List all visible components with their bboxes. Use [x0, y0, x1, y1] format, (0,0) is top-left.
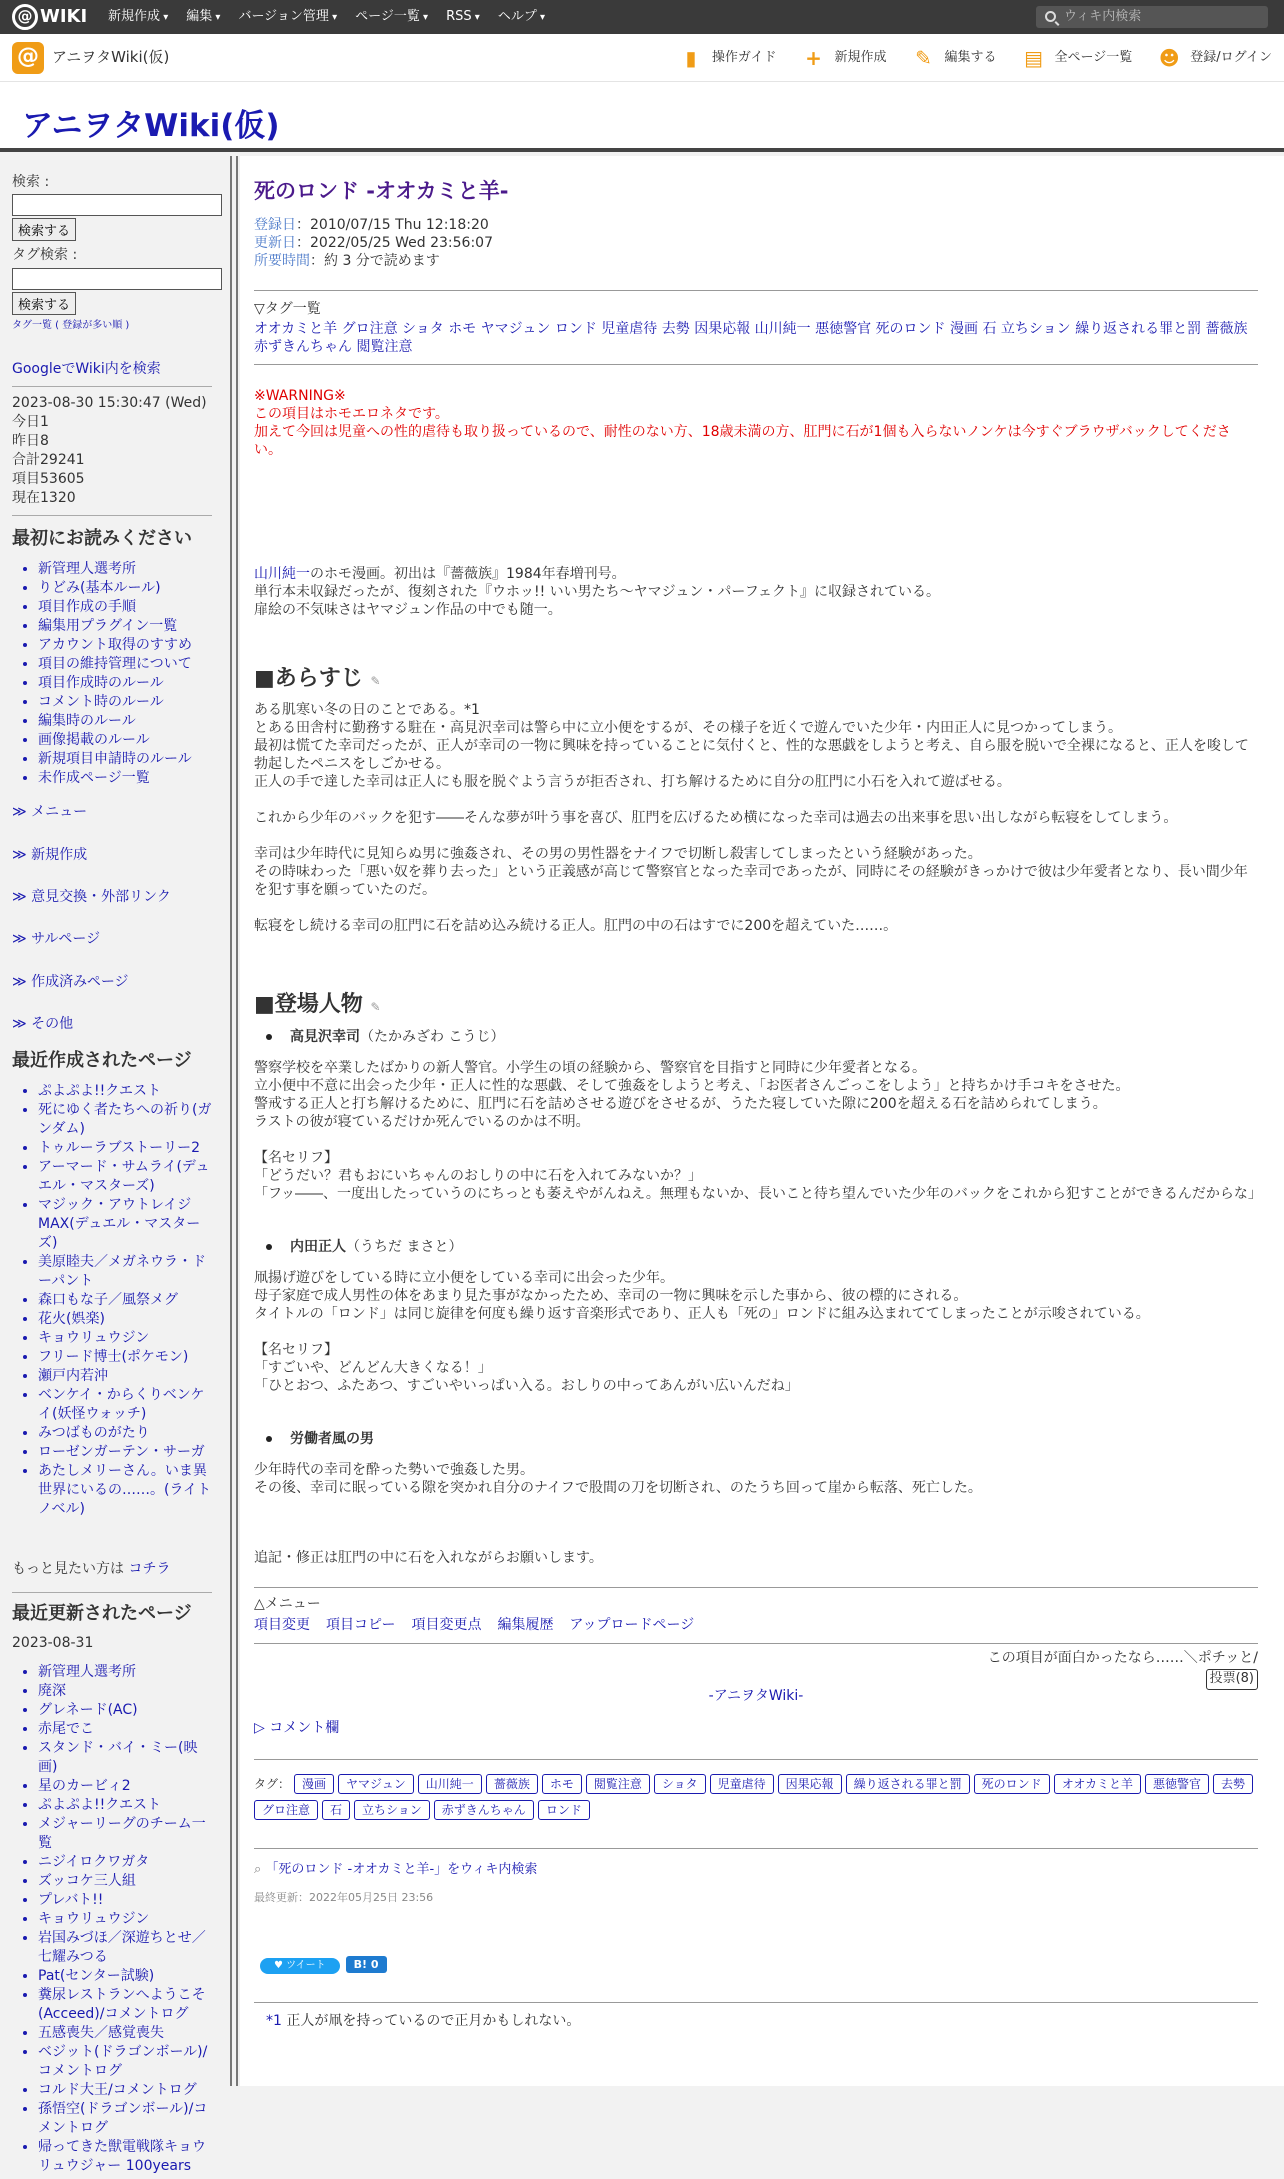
column-divider — [230, 156, 238, 2086]
read-time-value: ：約 3 分で読めます — [310, 253, 440, 270]
more-link[interactable]: コチラ — [128, 1561, 171, 1578]
updated-page-link[interactable]: • ぷよぷよ!!クエスト — [38, 1796, 212, 1815]
vote-button[interactable]: 投票(8) — [1206, 1669, 1258, 1690]
character-line: 「すごいや、どんどん大きくなる！」 — [254, 1360, 492, 1377]
wiki-name-link[interactable]: -アニヲタWiki- — [708, 1688, 804, 1705]
top-bar — [0, 0, 1284, 34]
stat-line: 現在1320 — [12, 490, 76, 507]
tweet-label: ツイート — [286, 1959, 326, 1971]
character-line: タイトルの「ロンド」は同じ旋律を何度も繰り返す音楽形式であり、正人も「死の」ロンドに組み込まれててしまったことが示唆されている。 — [254, 1306, 1150, 1323]
tag-button[interactable]: 児童虐待 — [710, 1774, 774, 1794]
wiki-search-link[interactable]: 「死のロンド -オオカミと羊-」をウィキ内検索 — [265, 1861, 538, 1877]
at-logo-icon: @ — [12, 4, 38, 30]
recent-page-link[interactable]: • ぷよぷよ!!クエスト — [38, 1082, 212, 1101]
divider — [254, 2002, 1258, 2003]
pencil-icon: ✎ — [915, 45, 932, 70]
top-menu — [108, 8, 545, 27]
character-line: 凧揚げ遊びをしている時に立小便をしている幸司に出会った少年。 — [254, 1270, 674, 1287]
new-page-button[interactable] — [802, 44, 886, 73]
tag-button[interactable]: 漫画 — [294, 1774, 334, 1794]
sub-bar — [0, 34, 1284, 82]
sidebar-nav-toggle[interactable]: ≫ 作成済みページ — [12, 973, 129, 990]
upd-date-value: ：2022/05/25 Wed 23:56:07 — [296, 235, 493, 252]
document-icon: ▤ — [1024, 45, 1043, 70]
more-text: もっと見たい方は — [12, 1561, 129, 1578]
character-line: 警戒する正人と打ち解けるために、肛門に石を詰めさせる遊びをさせるが、うたた寝していた隙に200を超える石を詰められてしまう。 — [254, 1095, 1107, 1112]
tag-list-link[interactable]: タグ一覧 ( 登録が多い順 ) — [12, 319, 130, 331]
tag-button[interactable]: 山川純一 — [418, 1774, 482, 1794]
side-search-input[interactable] — [12, 194, 222, 216]
character-2-body — [254, 1269, 1258, 1395]
character-line: 【名セリフ】 — [254, 1342, 338, 1359]
tag-button[interactable]: ヤマジュン — [338, 1774, 414, 1794]
divider — [254, 1587, 1258, 1588]
character-line: 「どうだい？君もおにいちゃんのおしりの中に石を入れてみないか？」 — [254, 1167, 702, 1184]
updated-page-link[interactable]: • 孫悟空(ドラゴンボール)/コメントログ — [38, 2100, 212, 2138]
intro-line3: 扉絵の不気味さはヤマジュン作品の中でも随一。 — [254, 601, 562, 618]
updated-page-link[interactable]: • ニジイロクワガタ — [38, 1853, 212, 1872]
tag-button[interactable]: 死のロンド — [974, 1774, 1050, 1794]
tag-search-input[interactable] — [12, 268, 222, 290]
tag-button[interactable]: 因果応報 — [778, 1774, 842, 1794]
character-1-name: 高見沢幸司 — [290, 1028, 360, 1045]
updated-page-link[interactable]: • 五感喪失／感覚喪失 — [38, 2024, 212, 2043]
page-menu-link[interactable]: 編集履歴 — [497, 1616, 554, 1633]
sidebar — [0, 156, 224, 2179]
divider — [12, 1592, 212, 1593]
sidebar-link[interactable]: • 項目作成時のルール — [38, 674, 212, 693]
recent-updated-heading: 最近更新されたページ — [12, 1602, 192, 1624]
sidebar-link[interactable]: • 画像掲載のルール — [38, 731, 212, 750]
updated-page-link[interactable]: • 廃深 — [38, 1682, 212, 1701]
synopsis-line — [254, 899, 1258, 917]
sidebar-nav-toggle[interactable]: ≫ メニュー — [12, 804, 88, 821]
closing-text: 追記・修正は肛門の中に石を入れながらお願いします。 — [254, 1550, 603, 1567]
character-1-body — [254, 1059, 1262, 1203]
tag-button[interactable]: ロンド — [538, 1800, 590, 1820]
character-3-name: 労働者風の男 — [290, 1431, 374, 1448]
vote-prompt: この項目が面白かったなら……＼ポチッと/ — [987, 1650, 1258, 1666]
action-bar — [680, 34, 1272, 82]
synopsis-line: 正人の手で達した幸司は正人にも服を脱ぐよう言うが拒否され、打ち解けるために自分の肛門に小石を入れて遊ばせる。 — [254, 773, 1011, 790]
divider — [254, 1759, 1258, 1760]
updated-page-link[interactable]: • Pat(センター試験) — [38, 1967, 212, 1986]
recent-page-link[interactable]: • みつばものがたり — [38, 1424, 212, 1443]
intro-line1: のホモ漫画。初出は『薔薇族』1984年春増刊号。 — [310, 565, 626, 582]
read-first-heading: 最初にお読みください — [12, 528, 192, 550]
sidebar-link[interactable]: • 新管理人選考所 — [38, 560, 212, 579]
synopsis-line: これから少年のバックを犯す――そんな夢が叶う事を喜び、肛門を広げるため横になった幸司は過去の出来事を思い出しながら転寝をしてしまう。 — [254, 809, 1178, 826]
tag-button[interactable]: 立ちション — [354, 1800, 430, 1820]
character-line — [254, 1323, 1258, 1341]
synopsis-title: ■あらすじ — [254, 665, 363, 691]
synopsis-line: その時味わった「悪い奴を葬り去った」という正義感が高じて警察官となった幸司であったが、同時にその経験がきっかけで彼は少年愛者となり、長い間少年を犯す事を願っていたのだ。 — [254, 863, 1248, 898]
character-line: 「フッ――、一度出したっていうのにちっとも萎えやがんねえ。無理もないか、長いこと待ち望んでいた少年のバックをこれから犯すことができるんだからな」 — [254, 1185, 1262, 1202]
recent-page-link[interactable]: • 森口もな子／風祭メグ — [38, 1291, 212, 1310]
recent-page-link[interactable]: • 花火(娯楽) — [38, 1310, 212, 1329]
recent-page-link[interactable]: • トゥルーラブストーリー2 — [38, 1139, 212, 1158]
sidebar-link[interactable]: • 新規項目申請時のルール — [38, 750, 212, 769]
hatena-icon: B! — [353, 1957, 368, 1971]
updated-page-link[interactable]: • ズッコケ三人組 — [38, 1872, 212, 1891]
read-time-key: 所要時間 — [254, 253, 310, 270]
recent-created-heading: 最近作成されたページ — [12, 1050, 192, 1072]
character-line: 【名セリフ】 — [254, 1149, 338, 1166]
sidebar-nav-toggle[interactable]: ≫ その他 — [12, 1015, 74, 1032]
menu-rss[interactable]: RSS ▾ — [446, 8, 480, 27]
divider — [254, 1643, 1258, 1644]
page-menu-link[interactable]: アップロードページ — [569, 1616, 695, 1633]
character-line: 母子家庭で成人男性の体をあまり見た事がなかったため、幸司の一物に興味を示した事から、彼の標的にされる。 — [254, 1288, 968, 1305]
page-menu-links — [254, 1615, 1258, 1635]
divider — [254, 364, 1258, 365]
updated-page-link[interactable]: • 星のカービィ2 — [38, 1777, 212, 1796]
tag-button[interactable]: ホモ — [542, 1774, 582, 1794]
synopsis-body — [254, 701, 1258, 935]
tag-buttons — [254, 1774, 1258, 1826]
banner-title[interactable]: アニヲタWiki(仮) — [22, 108, 280, 144]
tag-list-links[interactable]: オオカミと羊 グロ注意 ショタ ホモ ヤマジュン ロンド 児童虐待 去勢 因果応報 山川純一 悪徳警官 死のロンド 漫画 石 立ちション 繰り返される罪と罰 薔薇族 赤ずきんちゃん 閲覧注意 — [254, 320, 1248, 355]
stat-line: 合計29241 — [12, 452, 85, 469]
updated-page-link[interactable]: • グレネード(AC) — [38, 1701, 212, 1720]
all-pages-label: 全ページ一覧 — [1054, 49, 1133, 65]
read-first-list — [12, 560, 212, 788]
recent-page-link[interactable]: • 瀬戸内若沖 — [38, 1367, 212, 1386]
page-title: 死のロンド -オオカミと羊- — [254, 179, 509, 203]
updated-page-link[interactable]: • 岩国みづほ／深遊ちとせ／七耀みつる — [38, 1929, 212, 1967]
tag-button[interactable]: 閲覧注意 — [586, 1774, 650, 1794]
recent-page-link[interactable]: • あたしメリーさん。いま異世界にいるの……。(ライトノベル) — [38, 1462, 212, 1519]
character-line — [254, 1131, 1258, 1149]
wiki-logo[interactable] — [0, 4, 98, 30]
sidebar-nav-toggle[interactable]: ≫ 意見交換・外部リンク — [12, 889, 171, 906]
stat-line: 今日1 — [12, 414, 49, 431]
tweet-button[interactable] — [260, 1958, 340, 1975]
page-menu-link[interactable]: 項目コピー — [326, 1616, 396, 1633]
synopsis-line: 幸司は少年時代に見知らぬ男に強姦され、その男の男性器をナイフで切断し殺害してしまったという経験があった。 — [254, 845, 982, 862]
divider — [12, 515, 212, 516]
google-search-link[interactable]: GoogleでWiki内を検索 — [12, 361, 161, 378]
site-logo-icon: @ — [12, 42, 44, 74]
synopsis-line: 最初は慌てた幸司だったが、正人が幸司の一物に興味を持っていることに気付くと、性的な悪戯をしようと考え、自ら服を脱いで全裸になると、正人を唆して勃起したペニスをしごかせる。 — [254, 737, 1249, 772]
divider — [12, 386, 212, 387]
tag-button[interactable]: ショタ — [654, 1774, 706, 1794]
site-banner — [0, 82, 1284, 152]
menu-help[interactable]: ヘルプ ▾ — [498, 8, 545, 27]
tag-button[interactable]: オオカミと羊 — [1054, 1774, 1141, 1794]
character-line: その後、幸司に眠っている隙を突かれ自分のナイフで股間の刀を切断され、のたうち回って崖から転落、死亡した。 — [254, 1480, 982, 1497]
hatena-count: 0 — [370, 1957, 379, 1971]
character-line: 少年時代の幸司を酔った勢いで強姦した男。 — [254, 1462, 534, 1479]
synopsis-line: 転寝をし続ける幸司の肛門に石を詰め込み続ける正人。肛門の中の石はすでに200を超えていた……。 — [254, 917, 898, 934]
sidebar-link[interactable]: • 編集用プラグイン一覧 — [38, 617, 212, 636]
character-2-name: 内田正人 — [290, 1238, 346, 1255]
updated-page-link[interactable]: • 帰ってきた獣電戦隊キョウリュウジャー 100years — [38, 2138, 212, 2176]
recent-page-link[interactable]: • ベンケイ・からくりベンケイ(妖怪ウォッチ) — [38, 1386, 212, 1424]
tag-button[interactable]: 石 — [322, 1800, 350, 1820]
warning-title: ※WARNING※ — [254, 387, 346, 404]
updated-page-link[interactable]: • スタンド・バイ・ミー(映画) — [38, 1739, 212, 1777]
updated-page-link[interactable]: • 赤尾でこ — [38, 1720, 212, 1739]
last-update: 最終更新：2022年05月25日 23:56 — [254, 1890, 434, 1904]
intro-line2: 単行本未収録だったが、復刻された『ウホッ!! いい男たち～ヤマジュン・パーフェクト』に収録されている。 — [254, 583, 940, 600]
hatena-bookmark-button[interactable] — [346, 1956, 387, 1974]
recent-page-link[interactable]: • 死にゆく者たちへの祈り(ガンダム) — [38, 1101, 212, 1139]
stat-line: 項目53605 — [12, 471, 85, 488]
reg-date-value: ：2010/07/15 Thu 12:18:20 — [296, 217, 489, 234]
character-line: ラストの彼が寝ているだけか死んでいるのかは不明。 — [254, 1113, 590, 1130]
plus-icon: + — [805, 45, 822, 70]
sidebar-link[interactable]: • 編集時のルール — [38, 712, 212, 731]
search-placeholder: ウィキ内検索 — [1064, 9, 1142, 24]
tag-search-label: タグ検索 : — [12, 247, 78, 264]
updated-page-link[interactable]: • 糞尿レストランへようこそ(Acceed)/コメントログ — [38, 1986, 212, 2024]
footnote-mark[interactable]: *1 — [266, 2013, 282, 2030]
character-line: 「ひとおつ、ふたあつ、すごいやいっぱい入る。おしりの中ってあんがい広いんだね」 — [254, 1378, 799, 1395]
character-3-heading — [266, 1429, 1258, 1449]
search-icon — [1045, 11, 1056, 22]
menu-heading[interactable]: △メニュー — [254, 1596, 321, 1613]
tag-list-heading[interactable]: ▽タグ一覧 — [254, 301, 321, 318]
more-link-row — [12, 1559, 212, 1579]
menu-edit[interactable]: 編集 ▾ — [186, 8, 220, 27]
characters-title: ■登場人物 — [254, 991, 363, 1017]
side-search-button[interactable]: 検索する — [12, 218, 76, 241]
menu-new[interactable]: 新規作成 ▾ — [108, 8, 168, 27]
guide-button[interactable] — [680, 44, 777, 73]
guide-label: 操作ガイド — [711, 49, 777, 65]
menu-pages[interactable]: ページ一覧 ▾ — [355, 8, 428, 27]
site-name: アニヲタWiki(仮) — [52, 47, 170, 66]
page-menu-link[interactable]: 項目変更点 — [411, 1616, 482, 1633]
upd-date-key: 更新日 — [254, 235, 296, 252]
synopsis-line — [254, 791, 1258, 809]
reg-date-key: 登録日 — [254, 217, 296, 234]
edit-button[interactable] — [913, 44, 997, 73]
character-1-heading — [266, 1027, 1258, 1047]
updated-page-link[interactable]: • 新管理人選考所 — [38, 1663, 212, 1682]
divider — [254, 1848, 1258, 1849]
page-meta — [254, 216, 1258, 270]
sidebar-link[interactable]: • 項目作成の手順 — [38, 598, 212, 617]
characters-heading — [254, 989, 1258, 1021]
tag-label: タグ： — [254, 1776, 291, 1791]
character-line: 警察学校を卒業したばかりの新人警官。小学生の頃の経験から、警察官を目指すと同時に少年愛者となる。 — [254, 1059, 926, 1076]
character-1-kana: （たかみざわ こうじ） — [360, 1028, 505, 1045]
menu-version[interactable]: バージョン管理 ▾ — [238, 8, 337, 27]
sidebar-nav-toggle[interactable]: ≫ 新規作成 — [12, 846, 88, 863]
character-3-body — [254, 1461, 1258, 1497]
site-link[interactable] — [0, 42, 169, 74]
warning-line2: 加えて今回は児童への性的虐待も取り扱っているので、耐性のない方、18歳未満の方、肛門に石が1個も入らないノンケは今すぐブラウザバックしてください。 — [254, 423, 1231, 458]
sidebar-nav-sections — [12, 802, 212, 1034]
stat-line: 2023-08-30 15:30:47 (Wed) — [12, 395, 207, 412]
sidebar-link[interactable]: • りどみ(基本ルール) — [38, 579, 212, 598]
synopsis-heading — [254, 663, 1258, 695]
character-line: 立小便中不意に出会った少年・正人に性的な悪戯、そして強姦をしようと考え、「お医者さんごっこをしよう」と持ちかけ手コキをさせた。 — [254, 1077, 1130, 1094]
tag-search-button[interactable]: 検索する — [12, 292, 76, 315]
wiki-search-input[interactable] — [1036, 6, 1268, 28]
updated-page-link[interactable]: • ベジット(ドラゴンボール)/コメントログ — [38, 2043, 212, 2081]
stat-line: 昨日8 — [12, 433, 49, 450]
new-page-label: 新規作成 — [834, 49, 887, 65]
warning-block — [254, 387, 1258, 459]
article — [240, 156, 1284, 2086]
sidebar-link[interactable]: • コメント時のルール — [38, 693, 212, 712]
edit-section-icon[interactable]: ✎ — [370, 999, 381, 1014]
search-label: 検索 : — [12, 174, 50, 190]
recent-updated-list — [12, 1663, 212, 2176]
recent-created-list — [12, 1082, 212, 1519]
character-2-heading — [266, 1237, 1258, 1257]
recent-page-link[interactable]: • ローゼンガーテン・サーガ — [38, 1443, 212, 1462]
recent-page-link[interactable]: • 美原睦夫／メガネウラ・ドーパント — [38, 1253, 212, 1291]
recent-page-link[interactable]: • フリード博士(ポケモン) — [38, 1348, 212, 1367]
all-pages-button[interactable] — [1023, 44, 1133, 73]
synopsis-line: とある田舎村に勤務する駐在・高見沢幸司は警ら中に立小便をするが、その様子を近くで遊んでいた少年・内田正人に見つかってしまう。 — [254, 719, 1122, 736]
search-small-icon: ⌕ — [254, 1861, 266, 1877]
tag-button[interactable]: 赤ずきんちゃん — [434, 1800, 534, 1820]
sidebar-link[interactable]: • 項目の維持管理について — [38, 655, 212, 674]
warning-line1: この項目はホモエロネタです。 — [254, 405, 449, 422]
updated-date: 2023-08-31 — [12, 1634, 94, 1651]
character-2-kana: （うちだ まさと） — [346, 1238, 463, 1255]
updated-page-link[interactable]: • コルド大王/コメントログ — [38, 2081, 212, 2100]
book-icon: ▮ — [685, 45, 697, 70]
sidebar-link[interactable]: • 未作成ページ一覧 — [38, 769, 212, 788]
divider — [254, 290, 1258, 291]
author-link[interactable]: 山川純一 — [254, 565, 310, 582]
recent-page-link[interactable]: • キョウリュウジン — [38, 1329, 212, 1348]
users-icon: ☻ — [1158, 45, 1180, 70]
logo-text: WIKI — [40, 5, 88, 27]
tag-button[interactable]: 薔薇族 — [486, 1774, 538, 1794]
synopsis-line: ある肌寒い冬の日のことである。*1 — [254, 701, 480, 718]
recent-page-link[interactable]: • アーマード・サムライ(デュエル・マスターズ) — [38, 1158, 212, 1196]
recent-page-link[interactable]: • マジック・アウトレイジMAX(デュエル・マスターズ) — [38, 1196, 212, 1253]
updated-page-link[interactable]: • メジャーリーグのチーム一覧 — [38, 1815, 212, 1853]
access-stats — [12, 394, 212, 508]
edit-section-icon[interactable]: ✎ — [370, 673, 381, 688]
updated-page-link[interactable]: • キョウリュウジン — [38, 1910, 212, 1929]
twitter-icon: ♥ — [274, 1959, 287, 1971]
synopsis-line — [254, 827, 1258, 845]
page-menu-link[interactable]: 項目変更 — [254, 1616, 310, 1633]
tag-button[interactable]: グロ注意 — [254, 1800, 318, 1820]
edit-label: 編集する — [944, 49, 997, 65]
sidebar-nav-toggle[interactable]: ≫ サルページ — [12, 931, 101, 948]
login-button[interactable] — [1158, 44, 1272, 73]
intro-block — [254, 565, 1258, 619]
tag-button[interactable]: 去勢 — [1213, 1774, 1253, 1794]
login-label: 登録/ログイン — [1190, 49, 1272, 65]
sidebar-link[interactable]: • アカウント取得のすすめ — [38, 636, 212, 655]
updated-page-link[interactable]: • プレバト!! — [38, 1891, 212, 1910]
footnote-text: 正人が凧を持っているので正月かもしれない。 — [281, 2013, 581, 2030]
tag-button[interactable]: 悪徳警官 — [1145, 1774, 1209, 1794]
comment-toggle[interactable]: ▷ コメント欄 — [254, 1720, 340, 1737]
tag-button[interactable]: 繰り返される罪と罰 — [846, 1774, 970, 1794]
